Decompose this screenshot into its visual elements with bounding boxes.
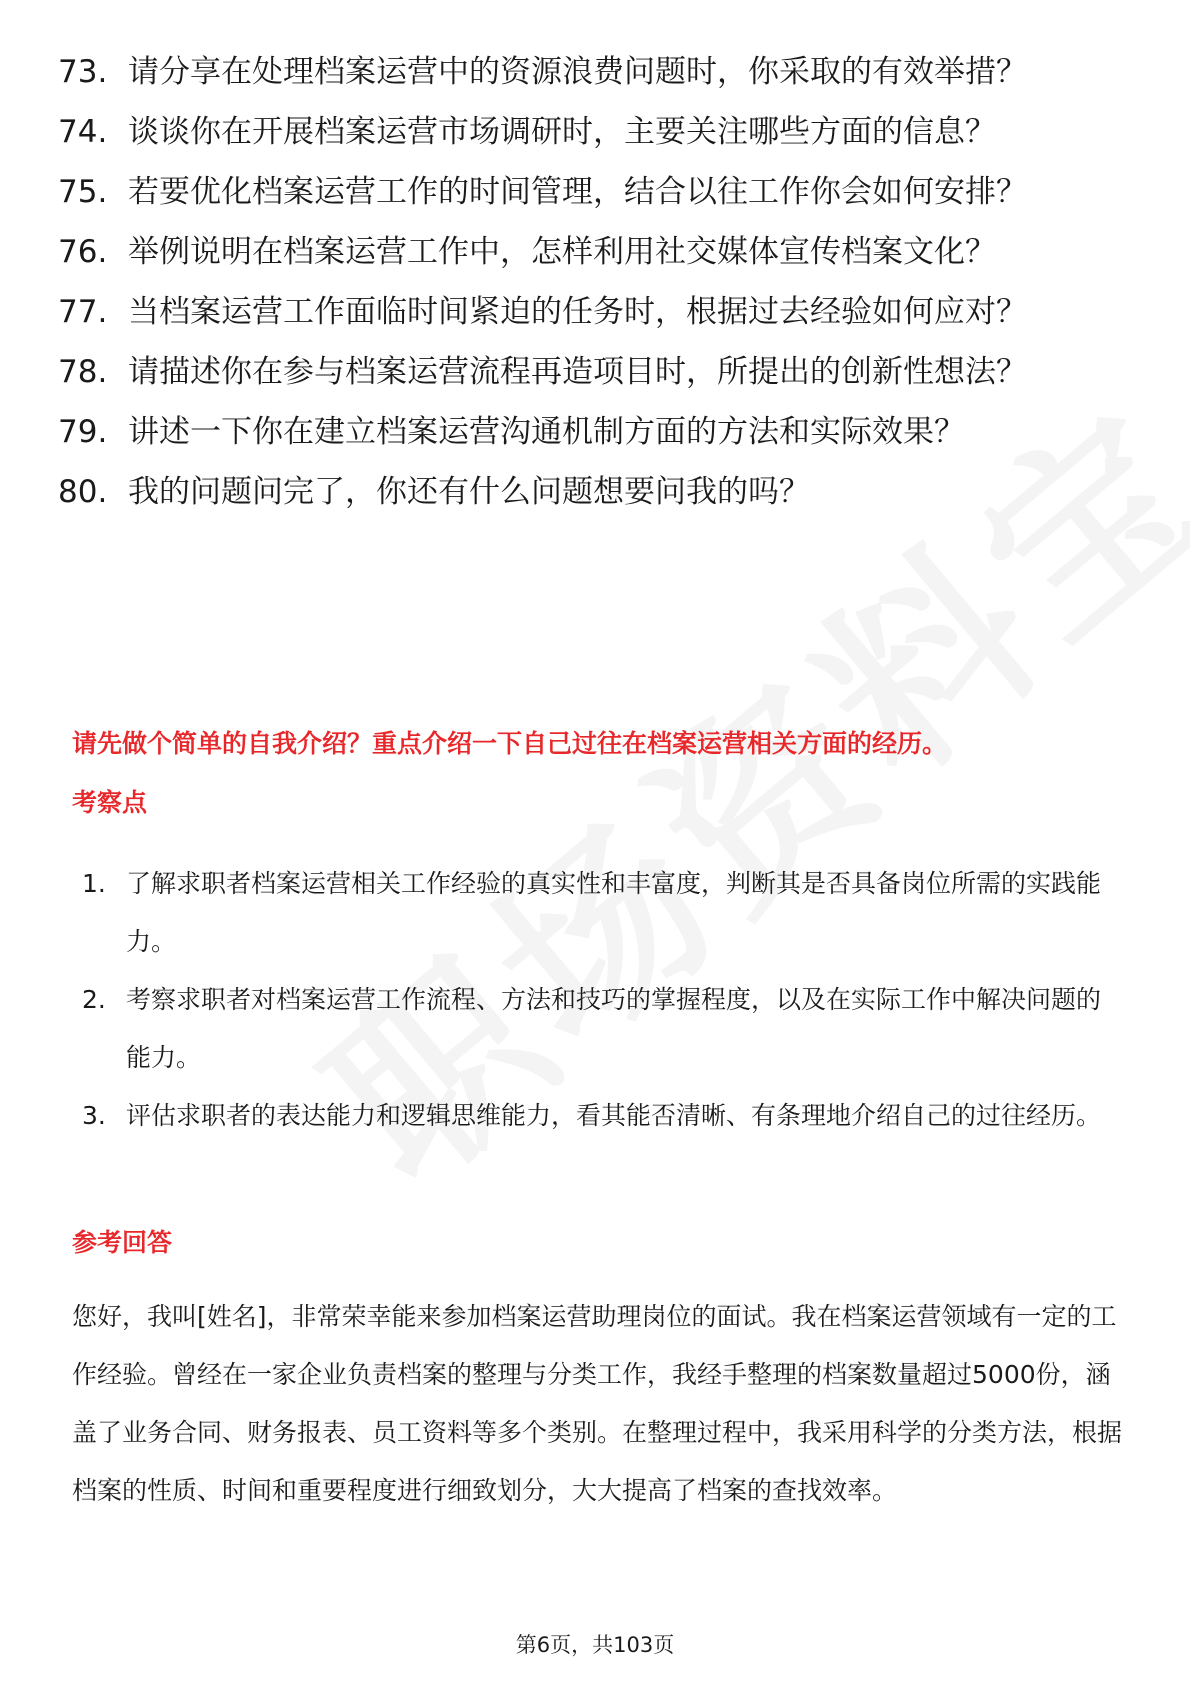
question-text: 我的问题问完了，你还有什么问题想要问我的吗？ [128, 474, 810, 510]
list-item [58, 230, 1118, 274]
question-number: 79. [58, 414, 108, 450]
list-item [58, 350, 1118, 394]
list-item [82, 855, 1122, 971]
list-item [58, 110, 1118, 154]
key-point-text: 评估求职者的表达能力和逻辑思维能力，看其能否清晰、有条理地介绍自己的过往经历。 [126, 1101, 1102, 1130]
question-number: 77. [58, 294, 108, 330]
question-number: 76. [58, 234, 108, 270]
key-points-list [82, 855, 1122, 1145]
key-points-heading: 考察点 [72, 788, 148, 817]
list-item [58, 290, 1118, 334]
question-text: 请分享在处理档案运营中的资源浪费问题时，你采取的有效举措？ [128, 54, 1027, 90]
list-item [82, 971, 1122, 1087]
key-point-number: 3. [82, 1101, 106, 1130]
question-number: 75. [58, 174, 108, 210]
question-list [58, 50, 1118, 530]
question-number: 73. [58, 54, 108, 90]
list-item [58, 470, 1118, 514]
key-point-text: 考察求职者对档案运营工作流程、方法和技巧的掌握程度，以及在实际工作中解决问题的能力。 [126, 985, 1102, 1072]
key-point-number: 2. [82, 985, 106, 1014]
page-number: 第6页，共103页 [515, 1633, 675, 1657]
key-point-number: 1. [82, 869, 106, 898]
question-text: 举例说明在档案运营工作中，怎样利用社交媒体宣传档案文化？ [128, 234, 996, 270]
list-item [58, 50, 1118, 94]
highlight-question: 请先做个简单的自我介绍？重点介绍一下自己过往在档案运营相关方面的经历。 [72, 729, 948, 758]
question-text: 讲述一下你在建立档案运营沟通机制方面的方法和实际效果？ [128, 414, 965, 450]
answer-text: 您好，我叫[姓名]，非常荣幸能来参加档案运营助理岗位的面试。我在档案运营领域有一定的工作经验。曾经在一家企业负责档案的整理与分类工作，我经手整理的档案数量超过5000份，涵盖了业务合同、财务报表、员工资料等多个类别。在整理过程中，我采用科学的分类方法，根据档案的性质、时间和重要程度进行细致划分，大大提高了档案的查找效率。 [72, 1302, 1123, 1505]
key-point-text: 了解求职者档案运营相关工作经验的真实性和丰富度，判断其是否具备岗位所需的实践能力。 [126, 869, 1102, 956]
list-item [58, 170, 1118, 214]
list-item [82, 1087, 1122, 1145]
question-number: 74. [58, 114, 108, 150]
question-text: 谈谈你在开展档案运营市场调研时，主要关注哪些方面的信息？ [128, 114, 996, 150]
list-item [58, 410, 1118, 454]
question-text: 若要优化档案运营工作的时间管理，结合以往工作你会如何安排？ [128, 174, 1027, 210]
question-text: 当档案运营工作面临时间紧迫的任务时，根据过去经验如何应对？ [128, 294, 1027, 330]
question-number: 78. [58, 354, 108, 390]
answer-heading: 参考回答 [72, 1228, 173, 1257]
question-text: 请描述你在参与档案运营流程再造项目时，所提出的创新性想法？ [128, 354, 1027, 390]
question-number: 80. [58, 474, 108, 510]
